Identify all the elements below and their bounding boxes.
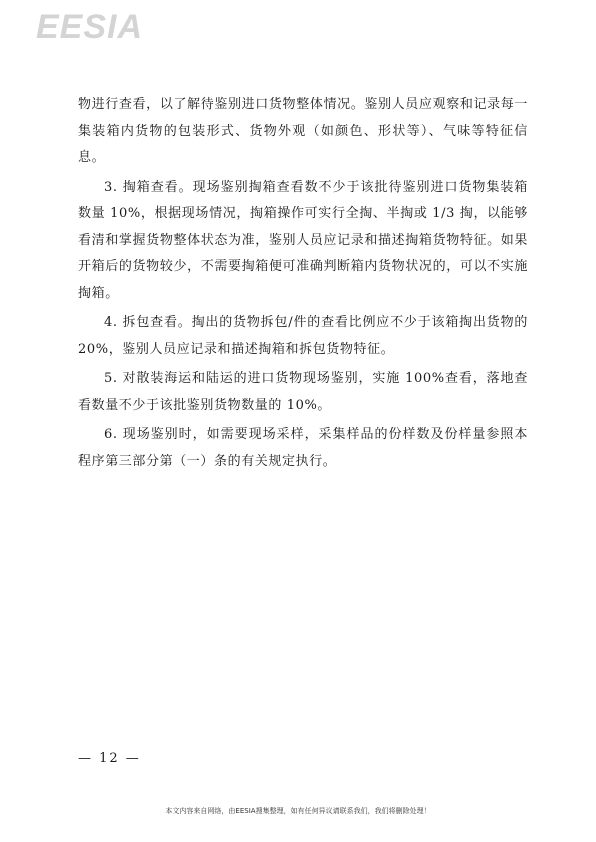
footer-disclaimer: 本文内容来自网络，由EESIA搜集整理，如有任何异议请联系我们，我们将删除处理！ bbox=[165, 807, 431, 815]
paragraph-continuation: 物进行查看，以了解待鉴别进口货物整体情况。鉴别人员应观察和记录每一集装箱内货物的包装形式、货物外观（如颜色、形状等）、气味等特征信息。 bbox=[78, 97, 528, 165]
paragraph-item-6: 6. 现场鉴别时，如需要现场采样，采集样品的份样数及份样量参照本程序第三部分第（一）条的有关规定执行。 bbox=[78, 427, 528, 469]
page-number: — 12 — bbox=[78, 751, 141, 766]
paragraph-item-3: 3. 掏箱查看。现场鉴别掏箱查看数不少于该批待鉴别进口货物集装箱数量 10%，根据现场情况，掏箱操作可实行全掏、半掏或 1/3 掏，以能够看清和掌握货物整体状态为准，鉴别人员应记录和描述掏箱货物特征。如果开箱后的货物较少，不需要掏箱便可准确判断箱内货物状况的，可以不实施掏箱。 bbox=[78, 179, 528, 301]
paragraph-item-5: 5. 对散装海运和陆运的进口货物现场鉴别，实施 100%查看，落地查看数量不少于该批鉴别货物数量的 10%。 bbox=[78, 371, 528, 413]
document-body bbox=[78, 92, 528, 475]
eesia-logo: EESIA bbox=[36, 8, 144, 46]
paragraph-item-4: 4. 拆包查看。掏出的货物拆包/件的查看比例应不少于该箱掏出货物的 20%，鉴别人员应记录和描述掏箱和拆包货物特征。 bbox=[78, 315, 528, 357]
